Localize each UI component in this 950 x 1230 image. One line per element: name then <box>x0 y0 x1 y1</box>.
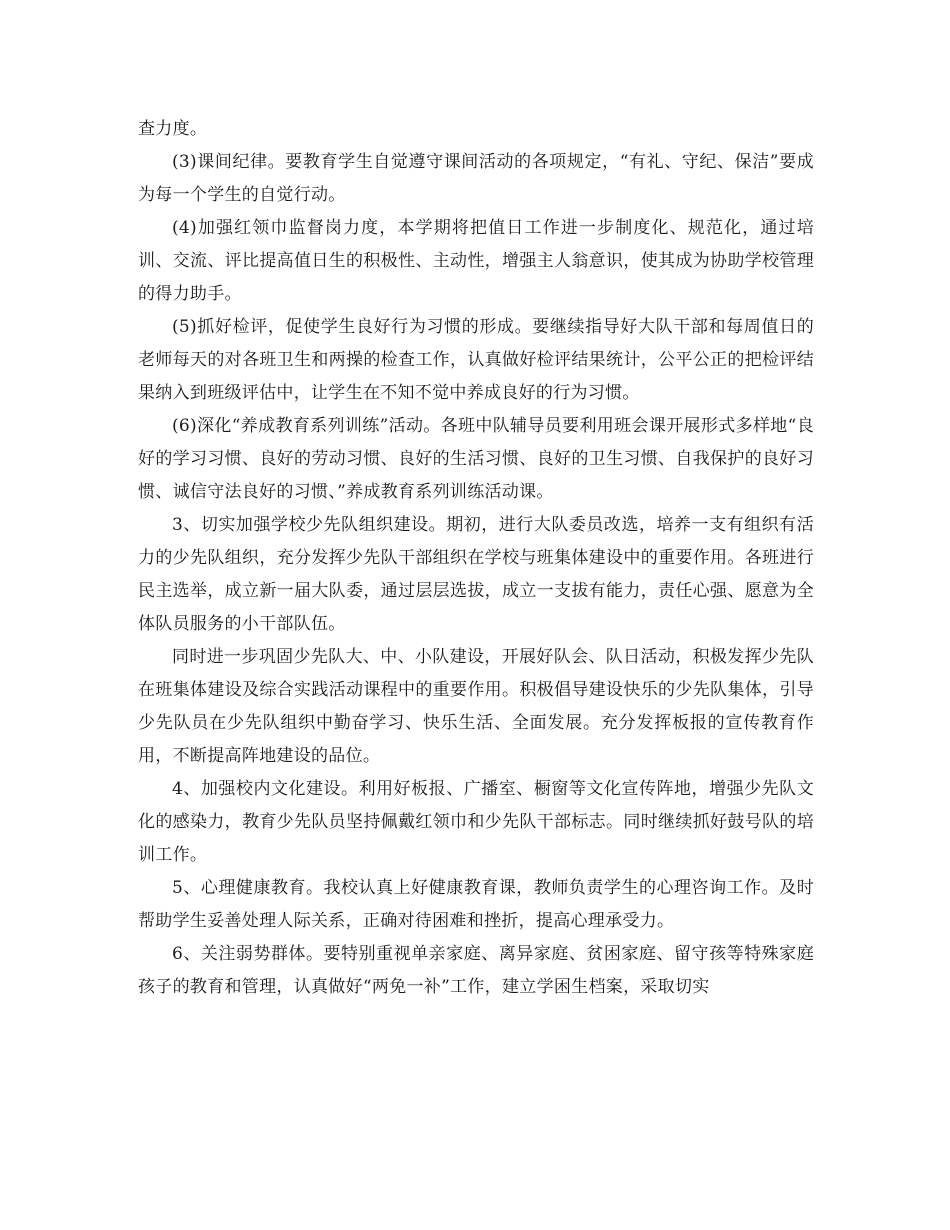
document-body <box>138 113 814 1004</box>
paragraph-9: 5、心理健康教育。我校认真上好健康教育课，教师负责学生的心理咨询工作。及时帮助学生妥善处理人际关系，正确对待困难和挫折，提高心理承受力。 <box>138 878 814 931</box>
paragraph-7: 同时进一步巩固少先队大、中、小队建设，开展好队会、队日活动，积极发挥少先队在班集体建设及综合实践活动课程中的重要作用。积极倡导建设快乐的少先队集体，引导少先队员在少先队组织中勤奋学习、快乐生活、全面发展。充分发挥板报的宣传教育作用，不断提高阵地建设的品位。 <box>138 647 814 766</box>
paragraph-6: 3、切实加强学校少先队组织建设。期初，进行大队委员改选，培养一支有组织有活力的少先队组织，充分发挥少先队干部组织在学校与班集体建设中的重要作用。各班进行民主选举，成立新一届大队委，通过层层选拔，成立一支拔有能力，责任心强、愿意为全体队员服务的小干部队伍。 <box>138 515 814 634</box>
paragraph-8: 4、加强校内文化建设。利用好板报、广播室、橱窗等文化宣传阵地，增强少先队文化的感染力，教育少先队员坚持佩戴红领巾和少先队干部标志。同时继续抓好鼓号队的培训工作。 <box>138 779 814 865</box>
paragraph-4: (5)抓好检评，促使学生良好行为习惯的形成。要继续指导好大队干部和每周值日的老师每天的对各班卫生和两操的检查工作，认真做好检评结果统计，公平公正的把检评结果纳入到班级评估中，让学生在不知不觉中养成良好的行为习惯。 <box>138 317 814 403</box>
paragraph-5: (6)深化“养成教育系列训练”活动。各班中队辅导员要利用班会课开展形式多样地“良好的学习习惯、良好的劳动习惯、良好的生活习惯、良好的卫生习惯、自我保护的良好习惯、诚信守法良好的习惯、”养成教育系列训练活动课。 <box>138 416 814 502</box>
paragraph-2: (3)课间纪律。要教育学生自觉遵守课间活动的各项规定，“有礼、守纪、保洁”要成为每一个学生的自觉行动。 <box>138 152 814 205</box>
paragraph-1: 查力度。 <box>138 119 208 139</box>
paragraph-10: 6、关注弱势群体。要特别重视单亲家庭、离异家庭、贫困家庭、留守孩等特殊家庭孩子的教育和管理，认真做好“两免一补”工作，建立学困生档案，采取切实 <box>138 944 814 997</box>
paragraph-3: (4)加强红领巾监督岗力度，本学期将把值日工作进一步制度化、规范化，通过培训、交流、评比提高值日生的积极性、主动性，增强主人翁意识，使其成为协助学校管理的得力助手。 <box>138 218 814 304</box>
